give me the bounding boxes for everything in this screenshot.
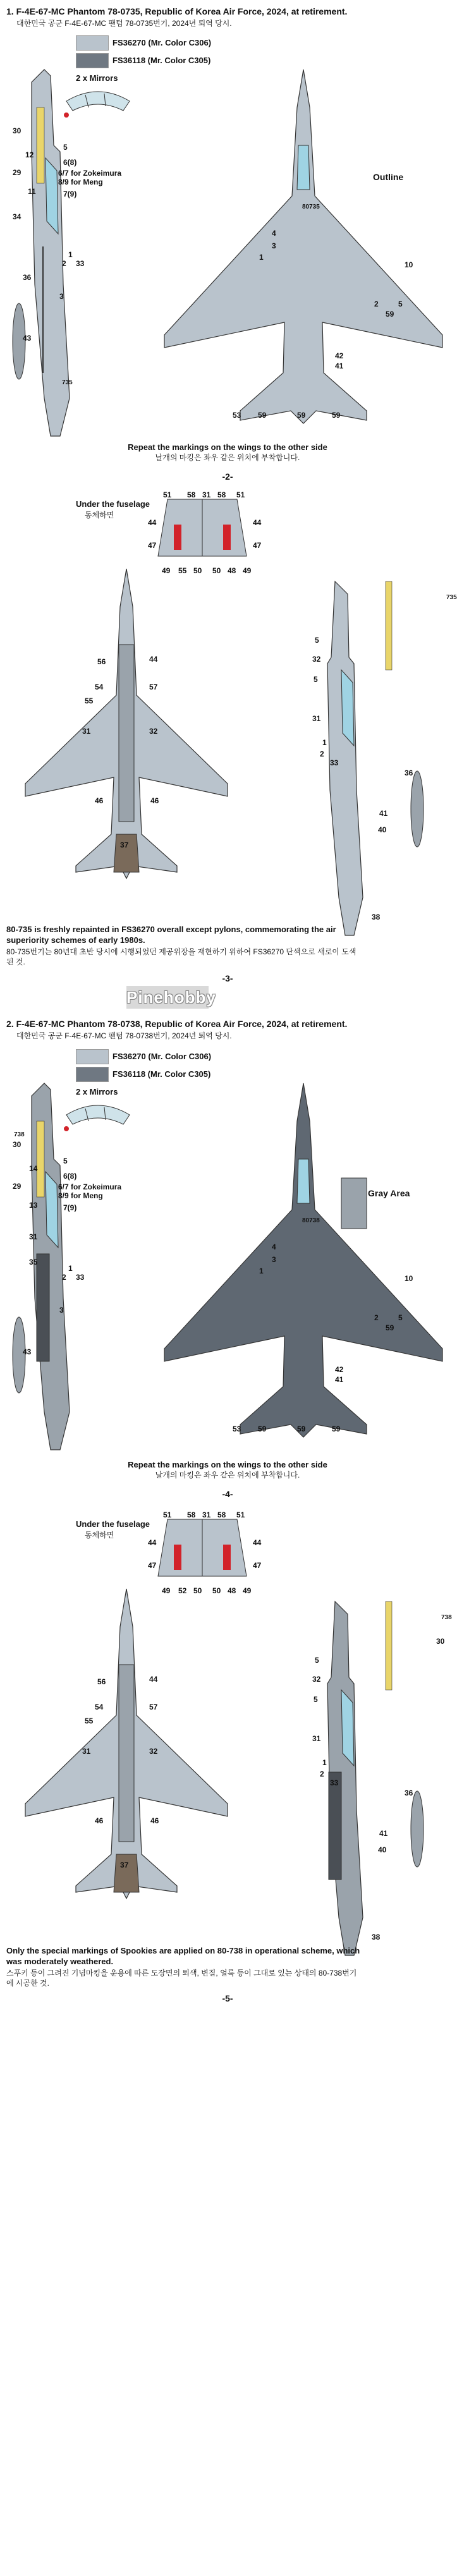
callout: 32 — [149, 1747, 158, 1756]
callout: 54 — [95, 1703, 104, 1711]
callout: 51 — [236, 490, 245, 499]
callout: 4 — [272, 1242, 276, 1251]
callout: 5 — [398, 300, 403, 308]
callout: 34 — [13, 212, 21, 221]
callout: 40 — [378, 825, 387, 834]
callout: 46 — [95, 796, 104, 805]
callout: 33 — [330, 1778, 339, 1787]
callout: 2 — [374, 300, 379, 308]
callout: 1 — [68, 1264, 73, 1273]
callout: 51 — [163, 1510, 172, 1519]
callout: 5 — [315, 636, 319, 645]
callout: 32 — [312, 1675, 321, 1684]
callout: 36 — [405, 1789, 413, 1797]
caption-kr: 날개의 마킹은 좌우 같은 위치에 부착합니다. — [155, 453, 300, 462]
callout: 1 — [259, 253, 264, 262]
callout: 29 — [13, 168, 21, 177]
callout: 47 — [253, 1561, 262, 1570]
callout: 2 — [320, 1770, 324, 1778]
callout: 31 — [82, 1747, 91, 1756]
callout: 31 — [312, 1734, 321, 1743]
callout: 59 — [258, 1425, 267, 1433]
caption-en: Repeat the markings on the wings to the other side — [128, 1460, 327, 1469]
mirrors-label: 2 x Mirrors — [76, 1087, 118, 1097]
callout: 43 — [23, 1347, 32, 1356]
callout: 31 — [202, 1510, 211, 1519]
scheme-note: Only the special markings of Spookies are applied on 80-738 in operational scheme, which was moderately weathered. — [6, 1946, 360, 1966]
color-swatch-light — [76, 35, 109, 51]
sheet-title: 1. F-4E-67-MC Phantom 78-0735, Republic of Korea Air Force, 2024, at retirement. — [6, 6, 348, 16]
sheet-title-kr: 대한민국 공군 F-4E-67-MC 팬텀 78-0738번기, 2024년 퇴역 당시. — [16, 1031, 232, 1040]
callout: 44 — [253, 518, 262, 527]
tail-serial: 735 — [446, 594, 457, 601]
callout: 44 — [149, 655, 158, 664]
callout: 36 — [405, 769, 413, 777]
callout: 44 — [253, 1538, 262, 1547]
callout: 1 — [68, 250, 73, 259]
callout: 2 — [320, 750, 324, 758]
sheet-title: 2. F-4E-67-MC Phantom 78-0738, Republic of Korea Air Force, 2024, at retirement. — [6, 1019, 348, 1029]
top-view-drawing — [158, 1083, 449, 1450]
scheme-note-kr: 스푸키 등이 그려진 기념마킹을 운용에 따른 도장면의 퇴색, 변질, 얼룩 등이 그대로 있는 상태의 80-738번기에 시공한 것. — [6, 1969, 357, 1988]
tail-serial: 738 — [441, 1614, 452, 1621]
callout: 57 — [149, 683, 158, 691]
callout: 6(8) — [63, 1172, 77, 1181]
callout: 32 — [149, 727, 158, 736]
callout: 12 — [25, 150, 34, 159]
callout: 31 — [29, 1232, 38, 1241]
callout: 47 — [253, 541, 262, 550]
callout: 43 — [23, 334, 32, 343]
callout: 8/9 for Meng — [58, 178, 103, 186]
callout: 50 — [193, 1586, 202, 1595]
color-swatch-dark — [76, 53, 109, 68]
callout: 6(8) — [63, 158, 77, 167]
page-number: -2- — [222, 471, 233, 482]
callout: 58 — [187, 490, 196, 499]
side-profile-drawing — [291, 1601, 445, 1955]
callout: 33 — [76, 1273, 85, 1282]
callout: 42 — [335, 1365, 344, 1374]
under-fuselage-label-kr: 동체하면 — [85, 1531, 114, 1540]
callout: 2 — [62, 259, 66, 268]
under-fuselage-label: Under the fuselage — [76, 499, 150, 509]
callout: 51 — [236, 1510, 245, 1519]
callout: 1 — [259, 1267, 264, 1275]
page-number: -5- — [222, 1993, 233, 2003]
callout: 53 — [233, 411, 241, 420]
swatch-label: FS36118 (Mr. Color C305) — [113, 1069, 211, 1079]
callout: 6/7 for Zokeimura — [58, 169, 122, 178]
callout: 58 — [217, 490, 226, 499]
callout: 30 — [13, 126, 21, 135]
nose-serial: 80735 — [302, 204, 320, 210]
callout: 2 — [374, 1313, 379, 1322]
callout: 48 — [228, 566, 236, 575]
callout: 49 — [162, 566, 171, 575]
callout: 7(9) — [63, 190, 77, 198]
callout: 55 — [85, 696, 94, 705]
under-fuselage-label-kr: 동체하면 — [85, 511, 114, 519]
callout: 41 — [335, 361, 344, 370]
callout: 50 — [212, 566, 221, 575]
callout: 38 — [372, 1933, 381, 1941]
page-number: -3- — [222, 973, 233, 983]
callout: 5 — [63, 1157, 68, 1165]
callout: 49 — [162, 1586, 171, 1595]
callout: 7(9) — [63, 1203, 77, 1212]
callout: 32 — [312, 655, 321, 664]
side-profile-drawing — [6, 1083, 164, 1450]
callout: 10 — [405, 260, 413, 269]
swatch-label: FS36118 (Mr. Color C305) — [113, 56, 211, 65]
color-swatch-light — [76, 1049, 109, 1064]
callout: 30 — [13, 1140, 21, 1149]
callout: 48 — [228, 1586, 236, 1595]
page-number: -4- — [222, 1489, 233, 1499]
side-profile-drawing — [291, 581, 442, 935]
scheme-note-kr: 80-735번기는 80년대 초반 당시에 시행되었던 제공위장을 재현하기 위하여 FS36270 단색으로 새로이 도색된 것. — [6, 947, 356, 966]
brand-logo: Pinehobby — [126, 986, 209, 1009]
callout: 59 — [297, 1425, 306, 1433]
callout: 44 — [148, 518, 157, 527]
callout: 41 — [335, 1375, 344, 1384]
callout: 53 — [233, 1425, 241, 1433]
callout: 31 — [312, 714, 321, 723]
scheme-note: 80-735 is freshly repainted in FS36270 overall except pylons, commemorating the air superiority schemes of early 1980s. — [6, 925, 336, 945]
callout: 59 — [386, 310, 394, 319]
callout: 1 — [322, 1758, 327, 1767]
callout: 44 — [148, 1538, 157, 1547]
callout: 41 — [379, 809, 388, 818]
callout: 49 — [243, 566, 252, 575]
callout: 58 — [187, 1510, 196, 1519]
mirrors-label: 2 x Mirrors — [76, 73, 118, 83]
callout: 2 — [62, 1273, 66, 1282]
callout: 5 — [398, 1313, 403, 1322]
callout: 55 — [178, 566, 187, 575]
wing-caption — [0, 1460, 455, 1480]
wing-caption — [0, 442, 455, 463]
nose-serial: 80738 — [302, 1217, 320, 1224]
callout: 13 — [29, 1201, 38, 1210]
callout: 11 — [28, 187, 36, 196]
callout: 49 — [243, 1586, 252, 1595]
outline-label: Outline — [373, 172, 404, 182]
callout: 5 — [314, 1695, 318, 1704]
callout: 59 — [332, 411, 341, 420]
callout: 5 — [315, 1656, 319, 1665]
callout: 54 — [95, 683, 104, 691]
top-view-drawing — [158, 70, 449, 436]
callout: 6/7 for Zokeimura — [58, 1182, 122, 1191]
callout: 1 — [322, 738, 327, 747]
swatch-label: FS36270 (Mr. Color C306) — [113, 1052, 212, 1061]
underside-closeup-drawing — [155, 1519, 250, 1583]
caption-en: Repeat the markings on the wings to the other side — [128, 442, 327, 452]
callout: 59 — [386, 1323, 394, 1332]
callout: 4 — [272, 229, 276, 238]
callout: 3 — [272, 241, 276, 250]
callout: 46 — [95, 1816, 104, 1825]
callout: 56 — [97, 1677, 106, 1686]
callout: 29 — [13, 1182, 21, 1191]
callout: 33 — [330, 758, 339, 767]
under-fuselage-label: Under the fuselage — [76, 1519, 150, 1529]
color-swatch-dark — [76, 1067, 109, 1082]
callout: 8/9 for Meng — [58, 1191, 103, 1200]
callout: 57 — [149, 1703, 158, 1711]
callout: 59 — [297, 411, 306, 420]
callout: 5 — [314, 675, 318, 684]
callout: 37 — [120, 841, 129, 849]
swatch-label: FS36270 (Mr. Color C306) — [113, 38, 212, 47]
callout: 38 — [372, 913, 381, 921]
caption-kr: 날개의 마킹은 좌우 같은 위치에 부착합니다. — [155, 1471, 300, 1479]
callout: 59 — [258, 411, 267, 420]
callout: 31 — [202, 490, 211, 499]
sheet-title-kr: 대한민국 공군 F-4E-67-MC 팬텀 78-0735번기, 2024년 퇴역 당시. — [16, 19, 232, 28]
callout: 50 — [212, 1586, 221, 1595]
callout: 40 — [378, 1845, 387, 1854]
underside-closeup-drawing — [155, 499, 250, 562]
callout: 3 — [59, 292, 64, 301]
callout: 50 — [193, 566, 202, 575]
callout: 44 — [149, 1675, 158, 1684]
callout: 36 — [23, 273, 32, 282]
callout: 47 — [148, 1561, 157, 1570]
gray-area-label: Gray Area — [368, 1188, 410, 1198]
tail-serial: 738 — [14, 1131, 25, 1138]
callout: 5 — [63, 143, 68, 152]
callout: 14 — [29, 1164, 38, 1173]
callout: 55 — [85, 1716, 94, 1725]
callout: 56 — [97, 657, 106, 666]
callout: 47 — [148, 541, 157, 550]
callout: 51 — [163, 490, 172, 499]
callout: 42 — [335, 351, 344, 360]
callout: 3 — [272, 1255, 276, 1264]
callout: 52 — [178, 1586, 187, 1595]
callout: 41 — [379, 1829, 388, 1838]
callout: 46 — [150, 796, 159, 805]
callout: 35 — [29, 1258, 38, 1267]
callout: 58 — [217, 1510, 226, 1519]
callout: 10 — [405, 1274, 413, 1283]
callout: 31 — [82, 727, 91, 736]
side-profile-drawing — [6, 70, 164, 436]
callout: 30 — [436, 1637, 445, 1646]
callout: 59 — [332, 1425, 341, 1433]
callout: 46 — [150, 1816, 159, 1825]
callout: 3 — [59, 1306, 64, 1315]
callout: 33 — [76, 259, 85, 268]
tail-serial: 735 — [62, 379, 73, 386]
callout: 37 — [120, 1861, 129, 1869]
